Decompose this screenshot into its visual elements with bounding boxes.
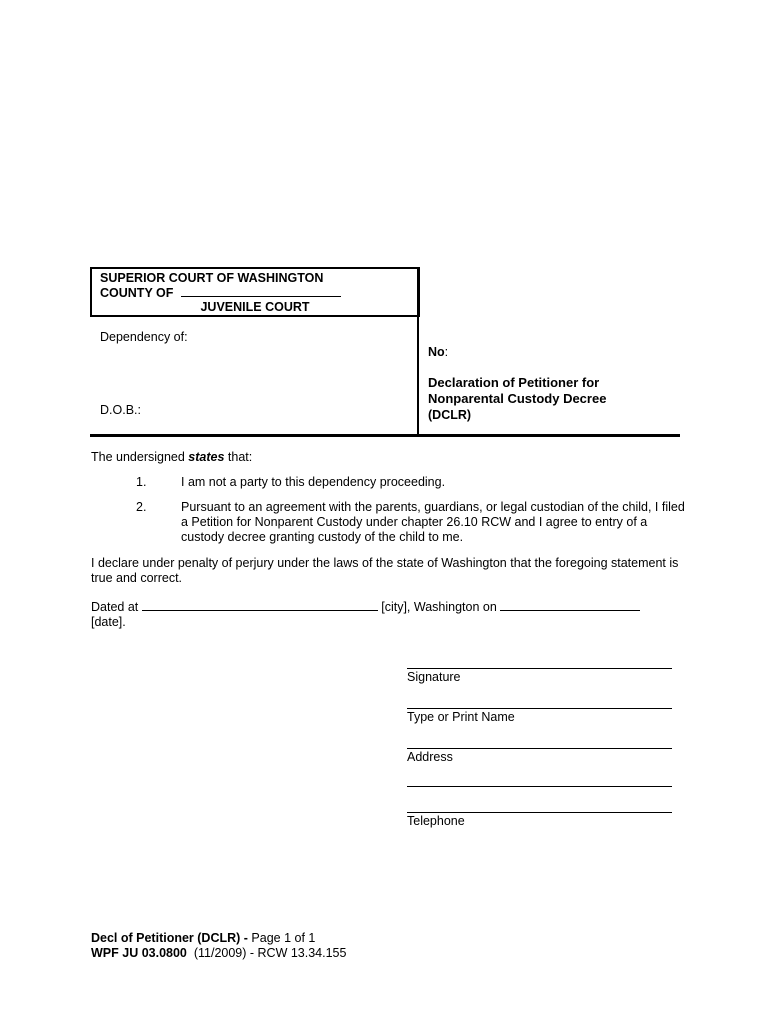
case-number-colon: : <box>444 345 449 359</box>
date-label: [date]. <box>91 615 126 629</box>
print-name-line[interactable] <box>407 708 672 709</box>
county-line <box>100 286 341 301</box>
county-label: COUNTY OF <box>100 286 174 300</box>
city-blank[interactable] <box>142 610 378 611</box>
perjury-declaration: I declare under penalty of perjury under the laws of the state of Washington that the foregoing statement is true and correct. <box>91 556 679 585</box>
address-label: Address <box>407 750 453 764</box>
footer-page: Page 1 of 1 <box>247 931 316 945</box>
footer-line-1 <box>91 931 315 946</box>
address-line-2[interactable] <box>407 786 672 787</box>
case-number-label <box>428 345 448 360</box>
print-name-label: Type or Print Name <box>407 710 515 724</box>
intro-statement <box>91 450 252 465</box>
city-wa-label: [city], Washington on <box>381 600 497 614</box>
doc-title-line1: Declaration of Petitioner for <box>428 375 600 390</box>
doc-title-line3: (DCLR) <box>428 408 472 422</box>
intro-prefix: The undersigned <box>91 450 189 464</box>
dob-label: D.O.B.: <box>100 403 141 417</box>
caption-divider <box>417 267 419 435</box>
date-blank[interactable] <box>500 610 640 611</box>
signature-label: Signature <box>407 670 461 684</box>
dependency-label: Dependency of: <box>100 330 188 344</box>
item-number: 1. <box>136 475 147 489</box>
footer-form-number: WPF JU 03.0800 <box>91 946 187 960</box>
address-line[interactable] <box>407 748 672 749</box>
dated-at-label: Dated at <box>91 600 139 614</box>
doc-title-line2: Nonparental Custody Decree <box>428 391 607 406</box>
juvenile-court-label: JUVENILE COURT <box>200 300 310 314</box>
footer-line-2 <box>91 946 346 961</box>
dated-line <box>91 600 683 615</box>
telephone-label: Telephone <box>407 814 465 828</box>
caption-bottom-rule <box>90 434 680 437</box>
item-number: 2. <box>136 500 147 514</box>
telephone-line[interactable] <box>407 812 672 813</box>
footer-form-date: (11/2009) - RCW 13.34.155 <box>186 946 347 960</box>
item-text: I am not a party to this dependency proceeding. <box>181 475 446 489</box>
intro-emphasis: states <box>188 450 225 464</box>
court-name: SUPERIOR COURT OF WASHINGTON <box>100 271 324 285</box>
intro-suffix: that: <box>224 450 253 464</box>
court-header-box <box>90 267 420 317</box>
document-title <box>428 375 606 423</box>
footer-title: Decl of Petitioner (DCLR) - <box>91 931 248 945</box>
item-text: Pursuant to an agreement with the parents, guardians, or legal custodian of the child, I filed a Petition for Nonparent Custody under chapter 26.10 RCW and I agree to entry of a custody decree granting custody of the child to me. <box>181 500 685 544</box>
signature-line[interactable] <box>407 668 672 669</box>
county-blank[interactable] <box>181 296 341 297</box>
case-number-no: No <box>428 345 445 359</box>
